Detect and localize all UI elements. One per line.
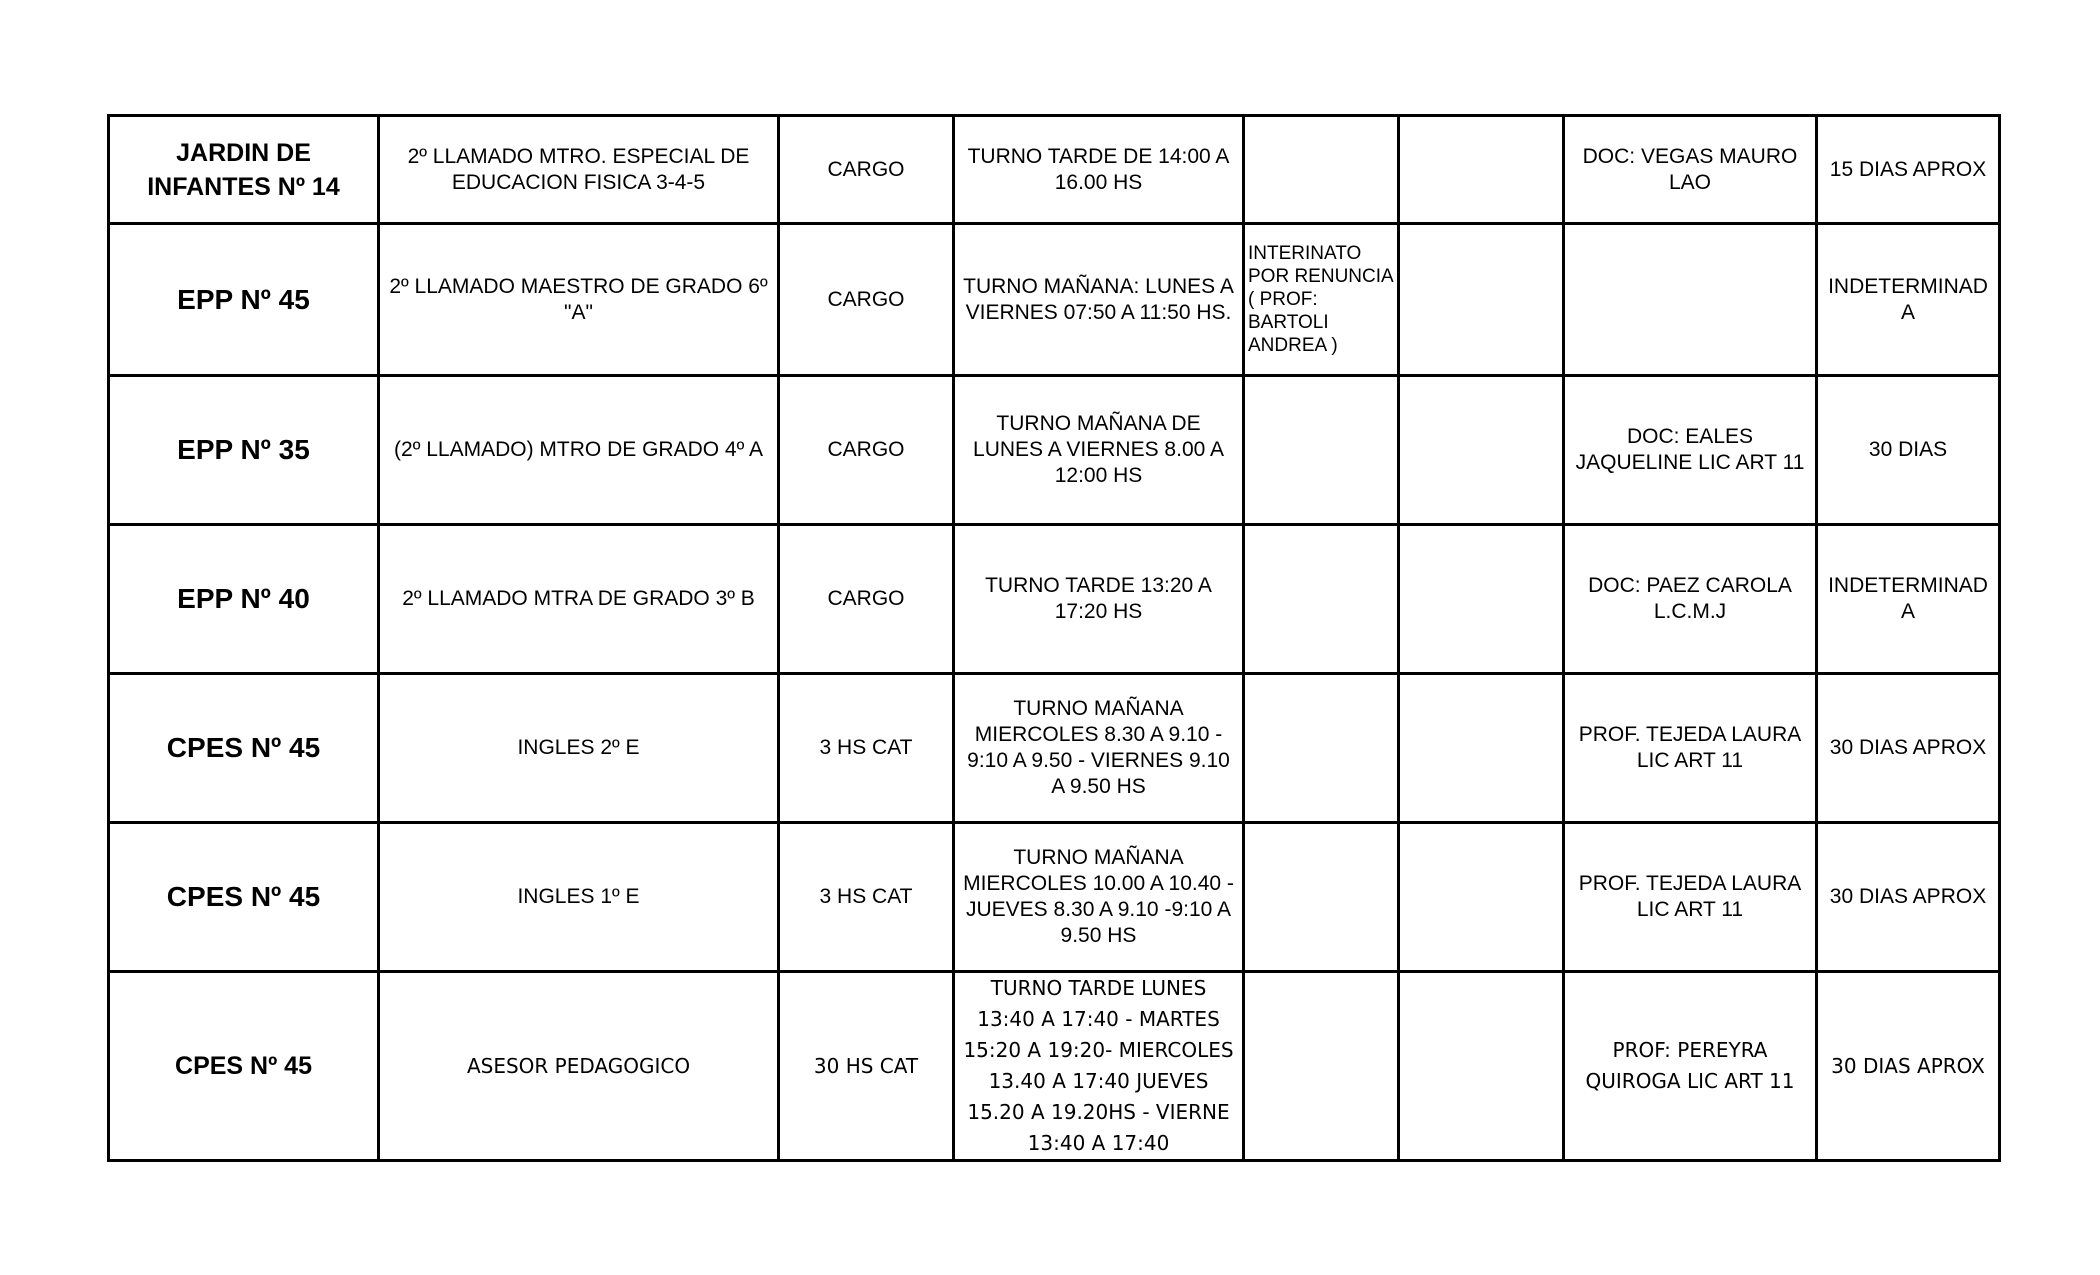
position-cell: ASESOR PEDAGOGICO — [379, 972, 779, 1161]
duration-cell: 30 DIAS APROX — [1817, 674, 2000, 823]
position-cell: 2º LLAMADO MTRA DE GRADO 3º B — [379, 525, 779, 674]
type-cell: CARGO — [779, 525, 954, 674]
table-row — [109, 823, 2000, 972]
replaces-cell: DOC: VEGAS MAURO LAO — [1564, 116, 1817, 224]
replaces-cell: DOC: EALES JAQUELINE LIC ART 11 — [1564, 376, 1817, 525]
type-cell: 3 HS CAT — [779, 823, 954, 972]
schedule-cell: TURNO MAÑANA: LUNES A VIERNES 07:50 A 11:50 HS. — [954, 224, 1244, 376]
position-cell: 2º LLAMADO MAESTRO DE GRADO 6º "A" — [379, 224, 779, 376]
type-cell: 3 HS CAT — [779, 674, 954, 823]
replaces-cell: DOC: PAEZ CAROLA L.C.M.J — [1564, 525, 1817, 674]
replaces-cell — [1564, 224, 1817, 376]
school-cell: CPES Nº 45 — [109, 823, 379, 972]
duration-cell: INDETERMINAD A — [1817, 224, 2000, 376]
position-cell: INGLES 1º E — [379, 823, 779, 972]
duration-cell: 30 DIAS APROX — [1817, 972, 2000, 1161]
observation-cell — [1244, 525, 1399, 674]
school-cell: EPP Nº 40 — [109, 525, 379, 674]
school-cell: CPES Nº 45 — [109, 972, 379, 1161]
table-row — [109, 674, 2000, 823]
schedule-cell: TURNO TARDE DE 14:00 A 16.00 HS — [954, 116, 1244, 224]
blank-cell — [1399, 116, 1564, 224]
blank-cell — [1399, 674, 1564, 823]
school-cell: EPP Nº 35 — [109, 376, 379, 525]
duration-cell: 15 DIAS APROX — [1817, 116, 2000, 224]
blank-cell — [1399, 376, 1564, 525]
vacancies-table — [107, 114, 2001, 1162]
table-row — [109, 525, 2000, 674]
observation-cell — [1244, 823, 1399, 972]
position-cell: (2º LLAMADO) MTRO DE GRADO 4º A — [379, 376, 779, 525]
school-cell: CPES Nº 45 — [109, 674, 379, 823]
blank-cell — [1399, 972, 1564, 1161]
position-cell: 2º LLAMADO MTRO. ESPECIAL DE EDUCACION FISICA 3-4-5 — [379, 116, 779, 224]
blank-cell — [1399, 224, 1564, 376]
type-cell: CARGO — [779, 116, 954, 224]
schedule-cell: TURNO MAÑANA MIERCOLES 10.00 A 10.40 - JUEVES 8.30 A 9.10 -9:10 A 9.50 HS — [954, 823, 1244, 972]
duration-cell: 30 DIAS APROX — [1817, 823, 2000, 972]
replaces-cell: PROF: PEREYRA QUIROGA LIC ART 11 — [1564, 972, 1817, 1161]
duration-cell: INDETERMINAD A — [1817, 525, 2000, 674]
observation-cell — [1244, 674, 1399, 823]
schedule-cell: TURNO TARDE LUNES 13:40 A 17:40 - MARTES 15:20 A 19:20- MIERCOLES 13.40 A 17:40 JUEVES 15.20 A 19.20HS - VIERNE 13:40 A 17:40 — [954, 972, 1244, 1161]
replaces-cell: PROF. TEJEDA LAURA LIC ART 11 — [1564, 674, 1817, 823]
type-cell: CARGO — [779, 224, 954, 376]
observation-cell — [1244, 376, 1399, 525]
blank-cell — [1399, 823, 1564, 972]
type-cell: CARGO — [779, 376, 954, 525]
observation-cell — [1244, 116, 1399, 224]
schedule-cell: TURNO TARDE 13:20 A 17:20 HS — [954, 525, 1244, 674]
replaces-cell: PROF. TEJEDA LAURA LIC ART 11 — [1564, 823, 1817, 972]
table-row — [109, 376, 2000, 525]
school-cell: EPP Nº 45 — [109, 224, 379, 376]
schedule-cell: TURNO MAÑANA MIERCOLES 8.30 A 9.10 - 9:10 A 9.50 - VIERNES 9.10 A 9.50 HS — [954, 674, 1244, 823]
schedule-cell: TURNO MAÑANA DE LUNES A VIERNES 8.00 A 12:00 HS — [954, 376, 1244, 525]
type-cell: 30 HS CAT — [779, 972, 954, 1161]
observation-cell — [1244, 972, 1399, 1161]
blank-cell — [1399, 525, 1564, 674]
duration-cell: 30 DIAS — [1817, 376, 2000, 525]
table-row — [109, 116, 2000, 224]
table-row — [109, 224, 2000, 376]
table-row — [109, 972, 2000, 1161]
position-cell: INGLES 2º E — [379, 674, 779, 823]
school-cell: JARDIN DE INFANTES Nº 14 — [109, 116, 379, 224]
observation-cell: INTERINATO POR RENUNCIA ( PROF: BARTOLI ANDREA ) — [1244, 224, 1399, 376]
